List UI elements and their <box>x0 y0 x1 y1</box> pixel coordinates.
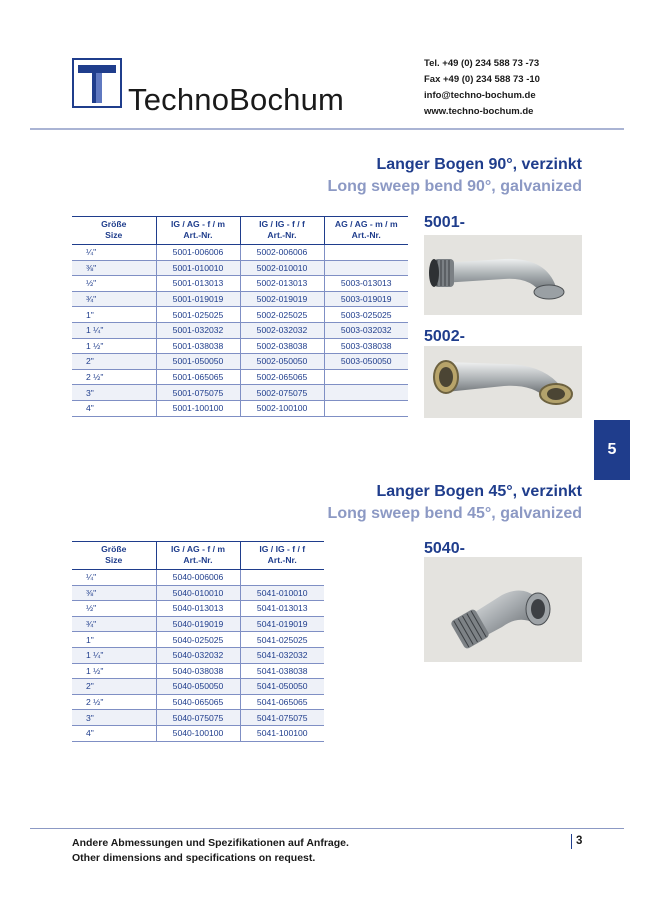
table-row <box>72 338 408 354</box>
column-header-sublabel: Art.-Nr. <box>183 230 213 240</box>
article-number-cell: 5003-013013 <box>324 276 408 292</box>
table-row <box>72 369 408 385</box>
article-number-cell: 5001-013013 <box>156 276 240 292</box>
article-number-cell: 5003-019019 <box>324 291 408 307</box>
section45-title-en: Long sweep bend 45°, galvanized <box>327 505 582 522</box>
product-code-5002: 5002- <box>424 328 465 345</box>
size-cell: 3" <box>72 710 156 726</box>
contact-fax: Fax +49 (0) 234 588 73 -10 <box>424 74 540 85</box>
product-photo-5001 <box>424 235 582 315</box>
article-number-cell: 5040-019019 <box>156 616 240 632</box>
article-number-cell: 5040-006006 <box>156 570 240 586</box>
size-cell: 2" <box>72 679 156 695</box>
table-row <box>72 354 408 370</box>
column-header-label: IG / IG - f / f <box>259 544 306 554</box>
article-number-cell: 5002-032032 <box>240 322 324 338</box>
article-number-cell: 5002-075075 <box>240 385 324 401</box>
table-row <box>72 385 408 401</box>
table-header-row <box>72 217 408 245</box>
article-number-cell: 5041-032032 <box>240 647 324 663</box>
article-number-cell: 5003-032032 <box>324 322 408 338</box>
article-number-cell <box>240 570 324 586</box>
footer-note-de: Andere Abmessungen und Spezifikationen auf Anfrage. <box>72 837 349 849</box>
table-row <box>72 710 324 726</box>
column-header-label: IG / AG - f / m <box>170 544 226 554</box>
article-number-cell: 5002-065065 <box>240 369 324 385</box>
article-number-cell: 5040-075075 <box>156 710 240 726</box>
article-number-cell: 5001-100100 <box>156 400 240 416</box>
article-number-cell: 5002-010010 <box>240 260 324 276</box>
footer-divider <box>30 828 624 829</box>
column-header <box>156 542 240 570</box>
column-header-sublabel: Art.-Nr. <box>267 230 297 240</box>
article-number-cell: 5001-025025 <box>156 307 240 323</box>
article-number-cell: 5001-010010 <box>156 260 240 276</box>
size-cell: 1" <box>72 632 156 648</box>
header-divider <box>30 128 624 130</box>
size-cell: 2 ½" <box>72 369 156 385</box>
article-number-cell: 5041-010010 <box>240 585 324 601</box>
footer-note <box>72 836 349 866</box>
table-row <box>72 663 324 679</box>
column-header <box>156 217 240 245</box>
table-row <box>72 679 324 695</box>
column-header <box>240 217 324 245</box>
size-cell: 4" <box>72 725 156 741</box>
table-row <box>72 400 408 416</box>
column-header-sublabel: Art.-Nr. <box>351 230 381 240</box>
size-cell: ⅜" <box>72 260 156 276</box>
column-header-sublabel: Art.-Nr. <box>267 555 297 565</box>
column-header <box>324 217 408 245</box>
size-cell: ½" <box>72 276 156 292</box>
contact-email[interactable]: info@techno-bochum.de <box>424 90 536 101</box>
article-number-cell: 5002-019019 <box>240 291 324 307</box>
article-number-cell: 5040-050050 <box>156 679 240 695</box>
size-cell: 2" <box>72 354 156 370</box>
article-number-cell: 5041-075075 <box>240 710 324 726</box>
article-number-cell: 5001-065065 <box>156 369 240 385</box>
table-row <box>72 291 408 307</box>
table-row <box>72 322 408 338</box>
product-photo-5002 <box>424 346 582 418</box>
article-number-cell: 5041-025025 <box>240 632 324 648</box>
column-header-label: Größe <box>101 219 127 229</box>
size-cell: 1 ½" <box>72 663 156 679</box>
table-row <box>72 585 324 601</box>
column-header-label: AG / AG - m / m <box>334 219 398 229</box>
article-number-cell: 5041-050050 <box>240 679 324 695</box>
article-number-cell: 5040-032032 <box>156 647 240 663</box>
column-header <box>72 217 156 245</box>
section45-table <box>72 541 324 742</box>
article-number-cell: 5003-025025 <box>324 307 408 323</box>
contact-tel: Tel. +49 (0) 234 588 73 -73 <box>424 58 540 69</box>
article-number-cell: 5040-065065 <box>156 694 240 710</box>
article-number-cell: 5002-050050 <box>240 354 324 370</box>
size-cell: ¾" <box>72 616 156 632</box>
size-cell: 4" <box>72 400 156 416</box>
column-header-label: IG / AG - f / m <box>170 219 226 229</box>
column-header <box>240 542 324 570</box>
size-cell: 2 ½" <box>72 694 156 710</box>
size-cell: 1 ¼" <box>72 322 156 338</box>
size-cell: 1 ½" <box>72 338 156 354</box>
article-number-cell: 5040-013013 <box>156 601 240 617</box>
size-cell: ¾" <box>72 291 156 307</box>
article-number-cell: 5041-100100 <box>240 725 324 741</box>
table-row <box>72 647 324 663</box>
column-header-label: Größe <box>101 544 127 554</box>
article-number-cell: 5001-032032 <box>156 322 240 338</box>
article-number-cell <box>324 400 408 416</box>
section45-title-de: Langer Bogen 45°, verzinkt <box>376 483 582 500</box>
chapter-tab[interactable]: 5 <box>594 420 630 480</box>
product-code-5001: 5001- <box>424 214 465 231</box>
article-number-cell: 5001-050050 <box>156 354 240 370</box>
section90-title-en: Long sweep bend 90°, galvanized <box>327 178 582 195</box>
page-number: 3 <box>571 834 582 849</box>
size-cell: 1 ¼" <box>72 647 156 663</box>
table-row <box>72 632 324 648</box>
article-number-cell: 5040-100100 <box>156 725 240 741</box>
article-number-cell: 5041-019019 <box>240 616 324 632</box>
article-number-cell: 5003-038038 <box>324 338 408 354</box>
article-number-cell: 5041-038038 <box>240 663 324 679</box>
article-number-cell: 5001-019019 <box>156 291 240 307</box>
table-row <box>72 616 324 632</box>
article-number-cell: 5040-010010 <box>156 585 240 601</box>
size-cell: ⅜" <box>72 585 156 601</box>
article-number-cell: 5002-100100 <box>240 400 324 416</box>
contact-block <box>424 56 540 120</box>
size-cell: ¼" <box>72 570 156 586</box>
table-row <box>72 601 324 617</box>
logo-mark <box>72 58 122 108</box>
size-cell: ½" <box>72 601 156 617</box>
footer-note-en: Other dimensions and specifications on request. <box>72 852 316 864</box>
article-number-cell: 5041-013013 <box>240 601 324 617</box>
article-number-cell: 5041-065065 <box>240 694 324 710</box>
article-number-cell <box>324 260 408 276</box>
size-cell: 3" <box>72 385 156 401</box>
column-header-sublabel: Size <box>105 230 123 240</box>
table-row <box>72 694 324 710</box>
article-number-cell <box>324 369 408 385</box>
article-number-cell: 5002-038038 <box>240 338 324 354</box>
size-cell: ¼" <box>72 245 156 261</box>
table-row <box>72 307 408 323</box>
article-number-cell: 5002-006006 <box>240 245 324 261</box>
section90-table <box>72 216 408 417</box>
table-row <box>72 570 324 586</box>
product-code-5040: 5040- <box>424 540 465 557</box>
section90-title-de: Langer Bogen 90°, verzinkt <box>376 156 582 173</box>
article-number-cell: 5040-038038 <box>156 663 240 679</box>
size-cell: 1" <box>72 307 156 323</box>
article-number-cell <box>324 385 408 401</box>
column-header <box>72 542 156 570</box>
table-row <box>72 260 408 276</box>
column-header-sublabel: Art.-Nr. <box>183 555 213 565</box>
column-header-label: IG / IG - f / f <box>259 219 305 229</box>
article-number-cell: 5001-075075 <box>156 385 240 401</box>
article-number-cell: 5002-025025 <box>240 307 324 323</box>
article-number-cell <box>324 245 408 261</box>
brand-name: TechnoBochum <box>128 82 345 117</box>
article-number-cell: 5001-006006 <box>156 245 240 261</box>
article-number-cell: 5001-038038 <box>156 338 240 354</box>
table-row <box>72 276 408 292</box>
column-header-sublabel: Size <box>105 555 123 565</box>
article-number-cell: 5003-050050 <box>324 354 408 370</box>
contact-web[interactable]: www.techno-bochum.de <box>424 106 534 117</box>
article-number-cell: 5002-013013 <box>240 276 324 292</box>
article-number-cell: 5040-025025 <box>156 632 240 648</box>
table-row <box>72 725 324 741</box>
table-row <box>72 245 408 261</box>
table-header-row <box>72 542 324 570</box>
product-photo-5040 <box>424 557 582 662</box>
